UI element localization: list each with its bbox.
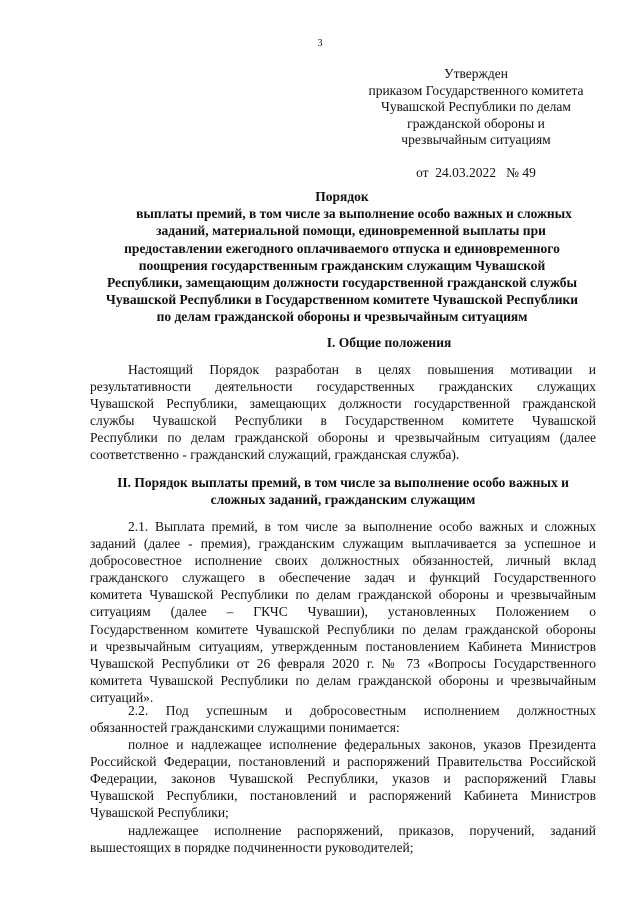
text-line: Чувашской Республики, замещающих должности государственной гражданской (90, 396, 596, 412)
title-line: по делам гражданской обороны и чрезвычайным ситуациям (156, 309, 528, 325)
approval-line: Утвержден (444, 66, 508, 81)
title-line: Порядок (315, 189, 369, 204)
text-line: Российской Федерации, постановлений и распоряжений Правительства Российской (90, 754, 596, 770)
title-line: заданий, материальной помощи, единовременной выплаты при (156, 223, 546, 239)
text-line: полное и надлежащее исполнение федеральных законов, указов Президента (128, 737, 596, 752)
section-1-paragraph (90, 361, 596, 464)
title-line: выплаты премий, в том числе за выполнение особо важных и сложных (136, 206, 572, 222)
title-line: Республики, замещающим должности государственной гражданской службы (106, 275, 578, 291)
document-title (86, 188, 598, 326)
paragraph-2-2 (90, 702, 596, 736)
text-line: Чувашской Республики от 26 февраля 2020 г. № 73 «Вопросы Государственного (90, 655, 596, 671)
heading-line: I. Общие положения (326, 335, 452, 350)
heading-line: сложных заданий, гражданским служащим (210, 492, 476, 507)
text-line: Чувашской Республики, постановлений и распоряжений Кабинета Министров (90, 788, 596, 804)
text-line: Чувашской Республики; (90, 805, 229, 821)
title-line: Чувашской Республики в Государственном комитете Чувашской Республики (105, 292, 579, 308)
duty-item-2 (90, 822, 596, 856)
text-line: службы Чувашской Республики в Государственном комитете Чувашской (90, 413, 596, 429)
text-line: комитета Чувашской Республики по делам гражданской обороны и чрезвычайным (90, 587, 596, 603)
duty-item-1 (90, 736, 596, 821)
text-line: и чрезвычайным ситуациям, утвержденным постановлением Кабинета Министров (90, 638, 596, 654)
text-line: Государственном комитете Чувашской Республики по делам гражданской обороны (90, 621, 596, 637)
heading-line: II. Порядок выплаты премий, в том числе за выполнение особо важных и (117, 475, 569, 490)
approval-line: гражданской обороны и (407, 115, 545, 131)
section-2-heading (90, 474, 596, 508)
text-line: 2.1. Выплата премий, в том числе за выполнение особо важных и сложных (128, 519, 596, 534)
text-line: соответственно - гражданский служащий, гражданская служба). (90, 447, 460, 463)
text-line: обязанностей гражданскими служащими понимается: (90, 720, 400, 736)
text-line: ситуаций». (90, 689, 154, 705)
text-line: Федерации, законов Чувашской Республики, указов и распоряжений Главы (90, 771, 596, 787)
paragraph-2-1 (90, 518, 596, 706)
approval-block (350, 66, 602, 182)
approval-date: от 24.03.2022 № 49 (416, 164, 536, 180)
text-line: 2.2. Под успешным и добросовестным исполнением должностных (128, 703, 596, 718)
text-line: ситуациям (далее – ГКЧС Чувашии), установленных Положением о (90, 604, 596, 620)
text-line: Республики по делам гражданской обороны и чрезвычайным ситуациям (далее (90, 430, 596, 446)
title-line: предоставлении ежегодного оплачиваемого отпуска и единовременного (124, 240, 560, 256)
title-line: поощрения государственным гражданским служащим Чувашской (138, 257, 546, 273)
text-line: добросовестное исполнение своих должностных обязанностей, личный вклад (90, 553, 596, 569)
approval-line: Чувашской Республики по делам (381, 99, 571, 115)
section-1-heading (90, 334, 596, 351)
text-line: заданий (далее - премия), гражданским служащим выплачивается за успешное и (90, 536, 596, 552)
text-line: гражданского служащего в обеспечение задач и функций Государственного (90, 570, 596, 586)
text-line: комитета Чувашской Республики по делам гражданской обороны и чрезвычайным (90, 672, 596, 688)
approval-line: приказом Государственного комитета (368, 82, 584, 98)
approval-line: чрезвычайным ситуациям (401, 132, 551, 148)
text-line: вышестоящих в порядке подчиненности руководителей; (90, 840, 414, 856)
text-line: результативности деятельности государственных гражданских служащих (90, 379, 596, 395)
text-line: Настоящий Порядок разработан в целях повышения мотивации и (128, 362, 596, 377)
page-number: 3 (317, 38, 323, 49)
text-line: надлежащее исполнение распоряжений, приказов, поручений, заданий (128, 823, 596, 838)
